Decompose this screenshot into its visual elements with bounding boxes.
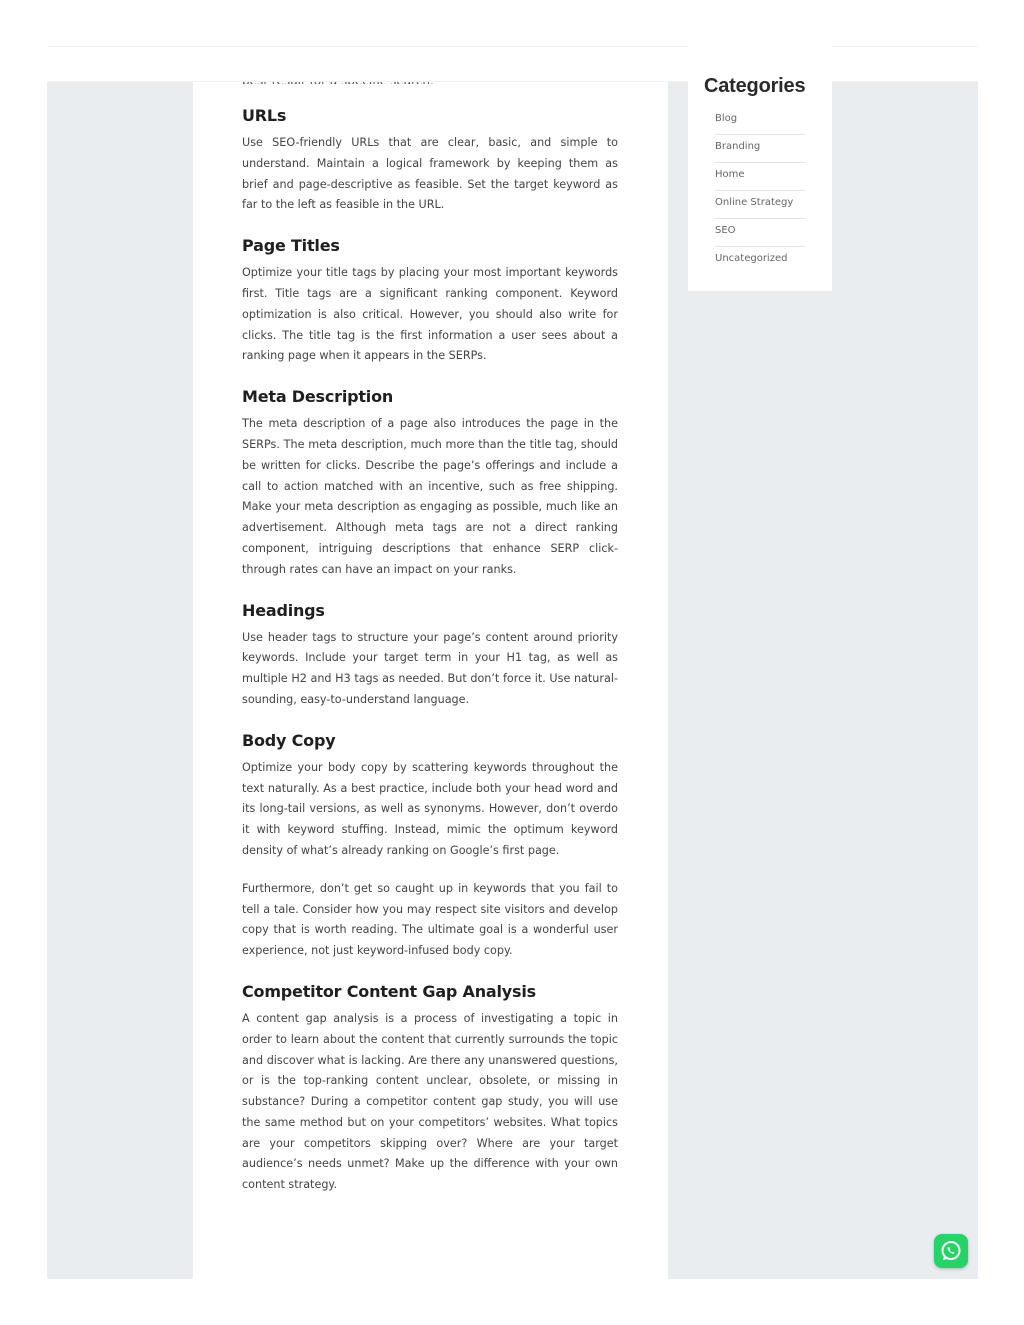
top-navigation-bar <box>47 46 978 82</box>
category-link-home[interactable]: Home <box>715 164 805 191</box>
section-paragraph: Optimize your title tags by placing your most important keywords first. Title tags are a significant ranking component. Keyword optimization is also critical. However, you should also write for clicks. The title tag is the first information a user sees about a ranking page when it appears in the SERPs. <box>242 266 618 363</box>
whatsapp-icon <box>939 1239 963 1263</box>
category-link-uncategorized[interactable]: Uncategorized <box>715 253 788 264</box>
category-link-branding[interactable]: Branding <box>715 136 805 163</box>
whatsapp-chat-button[interactable] <box>934 1234 968 1268</box>
section-heading: Page Titles <box>242 236 340 256</box>
section-heading: URLs <box>242 106 287 125</box>
section-paragraph: Furthermore, don’t get so caught up in keywords that you fail to tell a tale. Consider how you may respect site visitors and develop copy that is worth reading. The ultimate goal is a wonderful user experience, not just keyword-infused body copy. <box>242 881 618 958</box>
section-paragraph: Optimize your body copy by scattering keywords throughout the text naturally. As a best practice, include both your head word and its long-tail versions, as well as synonyms. However, don’t overdo it with keyword stuffing. Instead, mimic the optimum keyword density of what’s already ranking on Google’s first page. <box>242 760 618 857</box>
section-paragraph: Use header tags to structure your page’s content around priority keywords. Include your target term in your H1 tag, as well as multiple H2 and H3 tags as needed. But don’t force it. Use natural-sounding, easy-to-understand language. <box>242 630 618 706</box>
section-heading: Meta Description <box>242 387 394 407</box>
categories-list <box>715 108 805 275</box>
categories-widget <box>688 46 832 291</box>
section-heading: Headings <box>242 600 325 620</box>
section-paragraph: The meta description of a page also introduces the page in the SERPs. The meta description, much more than the title tag, should be written for clicks. Describe the page’s offerings and include a call to action matched with an incentive, such as free shipping. Make your meta description as engaging as possible, much like an advertisement. Although meta tags are not a direct ranking component, intriguing descriptions that enhance SERP click-through rates can have an impact on your ranks. <box>242 417 618 576</box>
article-body <box>242 58 618 1213</box>
category-link-seo[interactable]: SEO <box>715 220 805 247</box>
section-paragraph: Use SEO-friendly URLs that are clear, basic, and simple to understand. Maintain a logical framework by keeping them as brief and page-descriptive as feasible. Set the target keyword as far to the left as feasible in the URL. <box>242 136 618 212</box>
section-heading: Competitor Content Gap Analysis <box>242 981 536 1001</box>
category-link-blog[interactable]: Blog <box>715 108 805 135</box>
section-paragraph: A content gap analysis is a process of investigating a topic in order to learn about the content that currently surrounds the topic and discover what is lacking. Are there any unanswered questions, or is the top-ranking content unclear, obsolete, or missing in substance? During a competitor content gap study, you will use the same method but on your competitors’ websites. What topics are your competitors skipping over? Where are your target audience’s needs unmet? Make up the difference with your own content strategy. <box>242 1011 618 1192</box>
category-link-online-strategy[interactable]: Online Strategy <box>715 192 805 219</box>
section-heading: Body Copy <box>242 730 336 750</box>
categories-title: Categories <box>704 75 806 97</box>
